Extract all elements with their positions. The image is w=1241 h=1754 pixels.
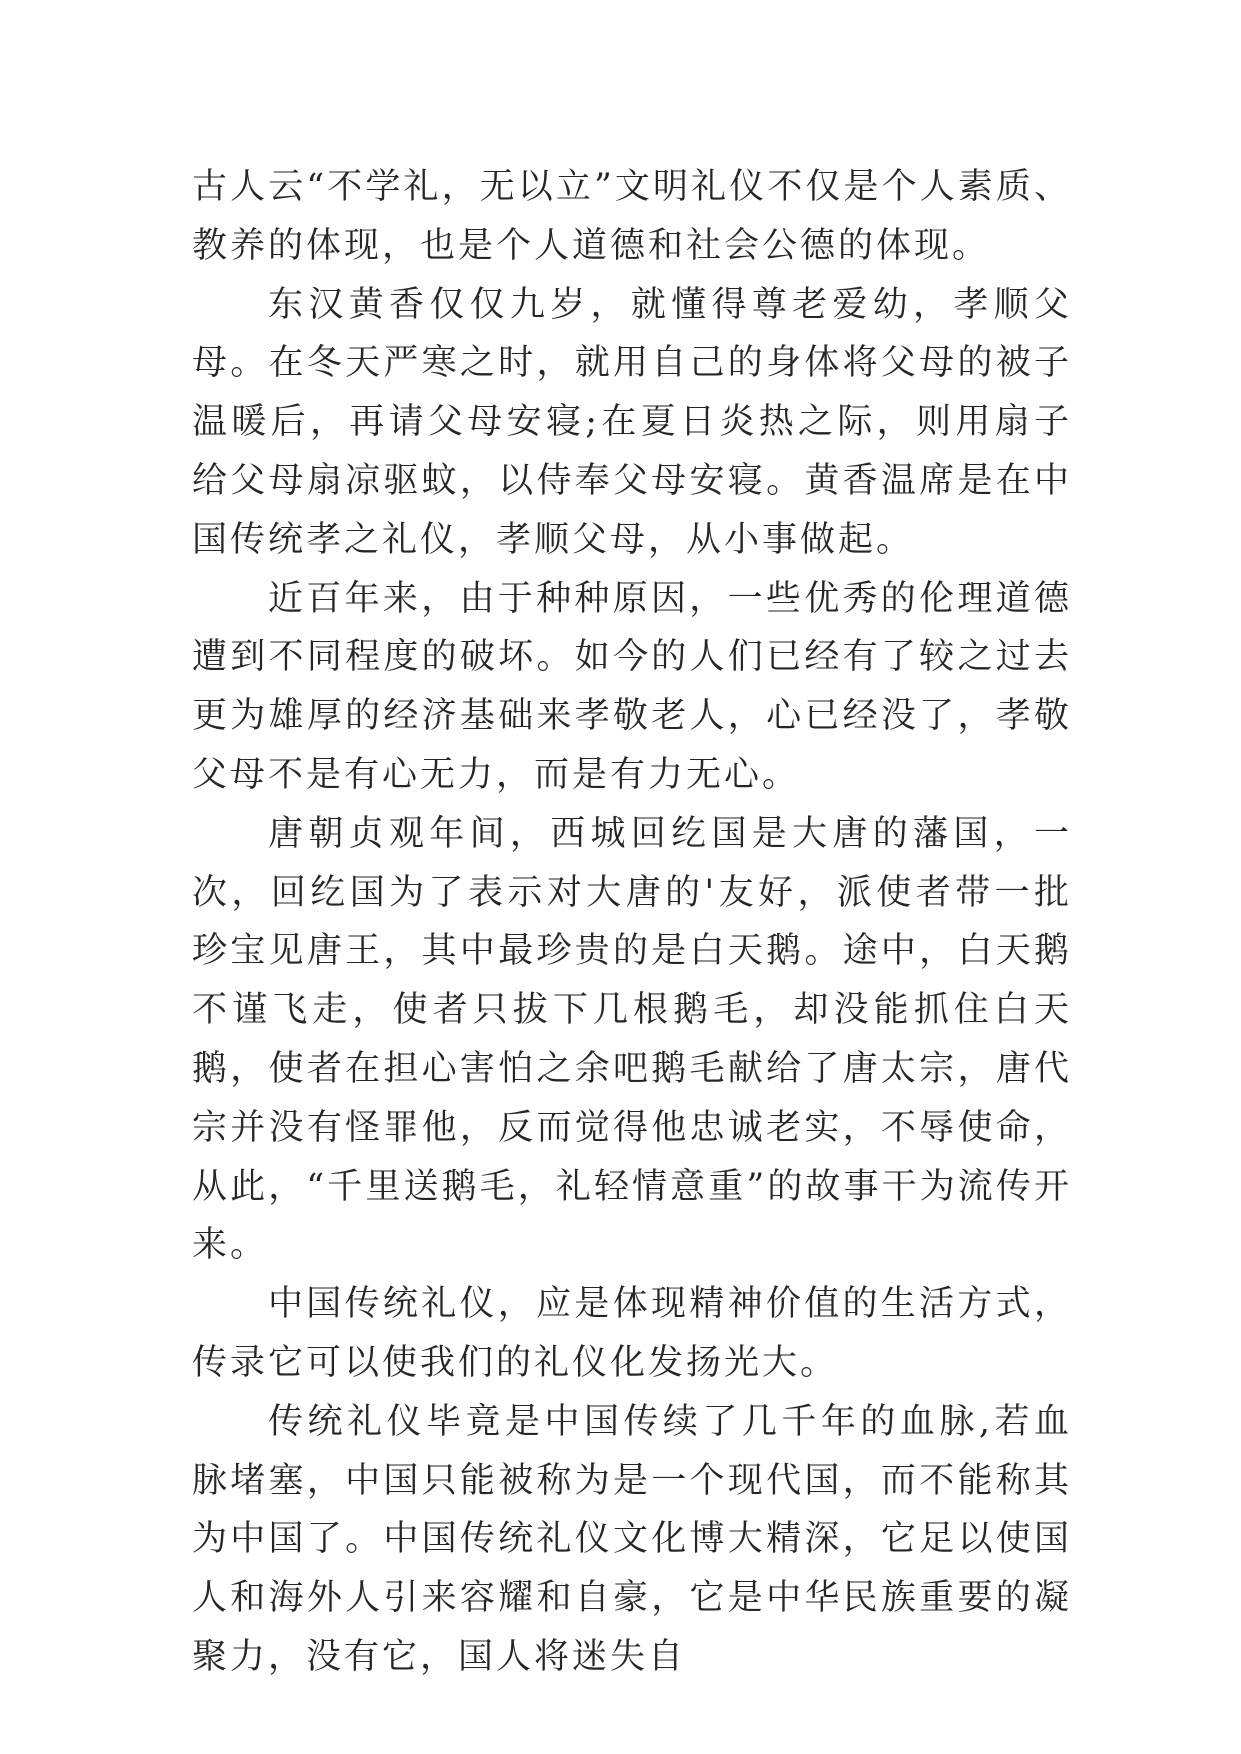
paragraph-4: 唐朝贞观年间，西城回纥国是大唐的藩国，一次，回纥国为了表示对大唐的'友好，派使者带一批珍宝见唐王，其中最珍贵的是白天鹅。途中，白天鹅不谨飞走，使者只拔下几根鹅毛，却没能抓住白天鹅，使者在担心害怕之余吧鹅毛献给了唐太宗，唐代宗并没有怪罪他，反而觉得他忠诚老实，不辱使命，从此，“千里送鹅毛，礼轻情意重”的故事干为流传开来。 bbox=[192, 813, 1072, 1266]
paragraph-6: 传统礼仪毕竟是中国传续了几千年的血脉,若血脉堵塞，中国只能被称为是一个现代国，而不能称其为中国了。中国传统礼仪文化博大精深，它足以使国人和海外人引来容耀和自豪，它是中华民族重要的凝聚力，没有它，国人将迷失自 bbox=[192, 1401, 1072, 1677]
paragraph-5: 中国传统礼仪，应是体现精神价值的生活方式，传录它可以使我们的礼仪化发扬光大。 bbox=[192, 1284, 1072, 1383]
paragraph-1: 古人云“不学礼，无以立”文明礼仪不仅是个人素质、教养的体现，也是个人道德和社会公德的体现。 bbox=[192, 167, 1072, 266]
paragraph-2: 东汉黄香仅仅九岁，就懂得尊老爱幼，孝顺父母。在冬天严寒之时，就用自己的身体将父母的被子温暖后，再请父母安寝;在夏日炎热之际，则用扇子给父母扇凉驱蚊，以侍奉父母安寝。黄香温席是在中国传统孝之礼仪，孝顺父母，从小事做起。 bbox=[192, 284, 1072, 560]
document-body bbox=[192, 158, 1072, 1687]
paragraph-3: 近百年来，由于种种原因，一些优秀的伦理道德遭到不同程度的破坏。如今的人们已经有了较之过去更为雄厚的经济基础来孝敬老人，心已经没了，孝敬父母不是有心无力，而是有力无心。 bbox=[192, 578, 1072, 795]
